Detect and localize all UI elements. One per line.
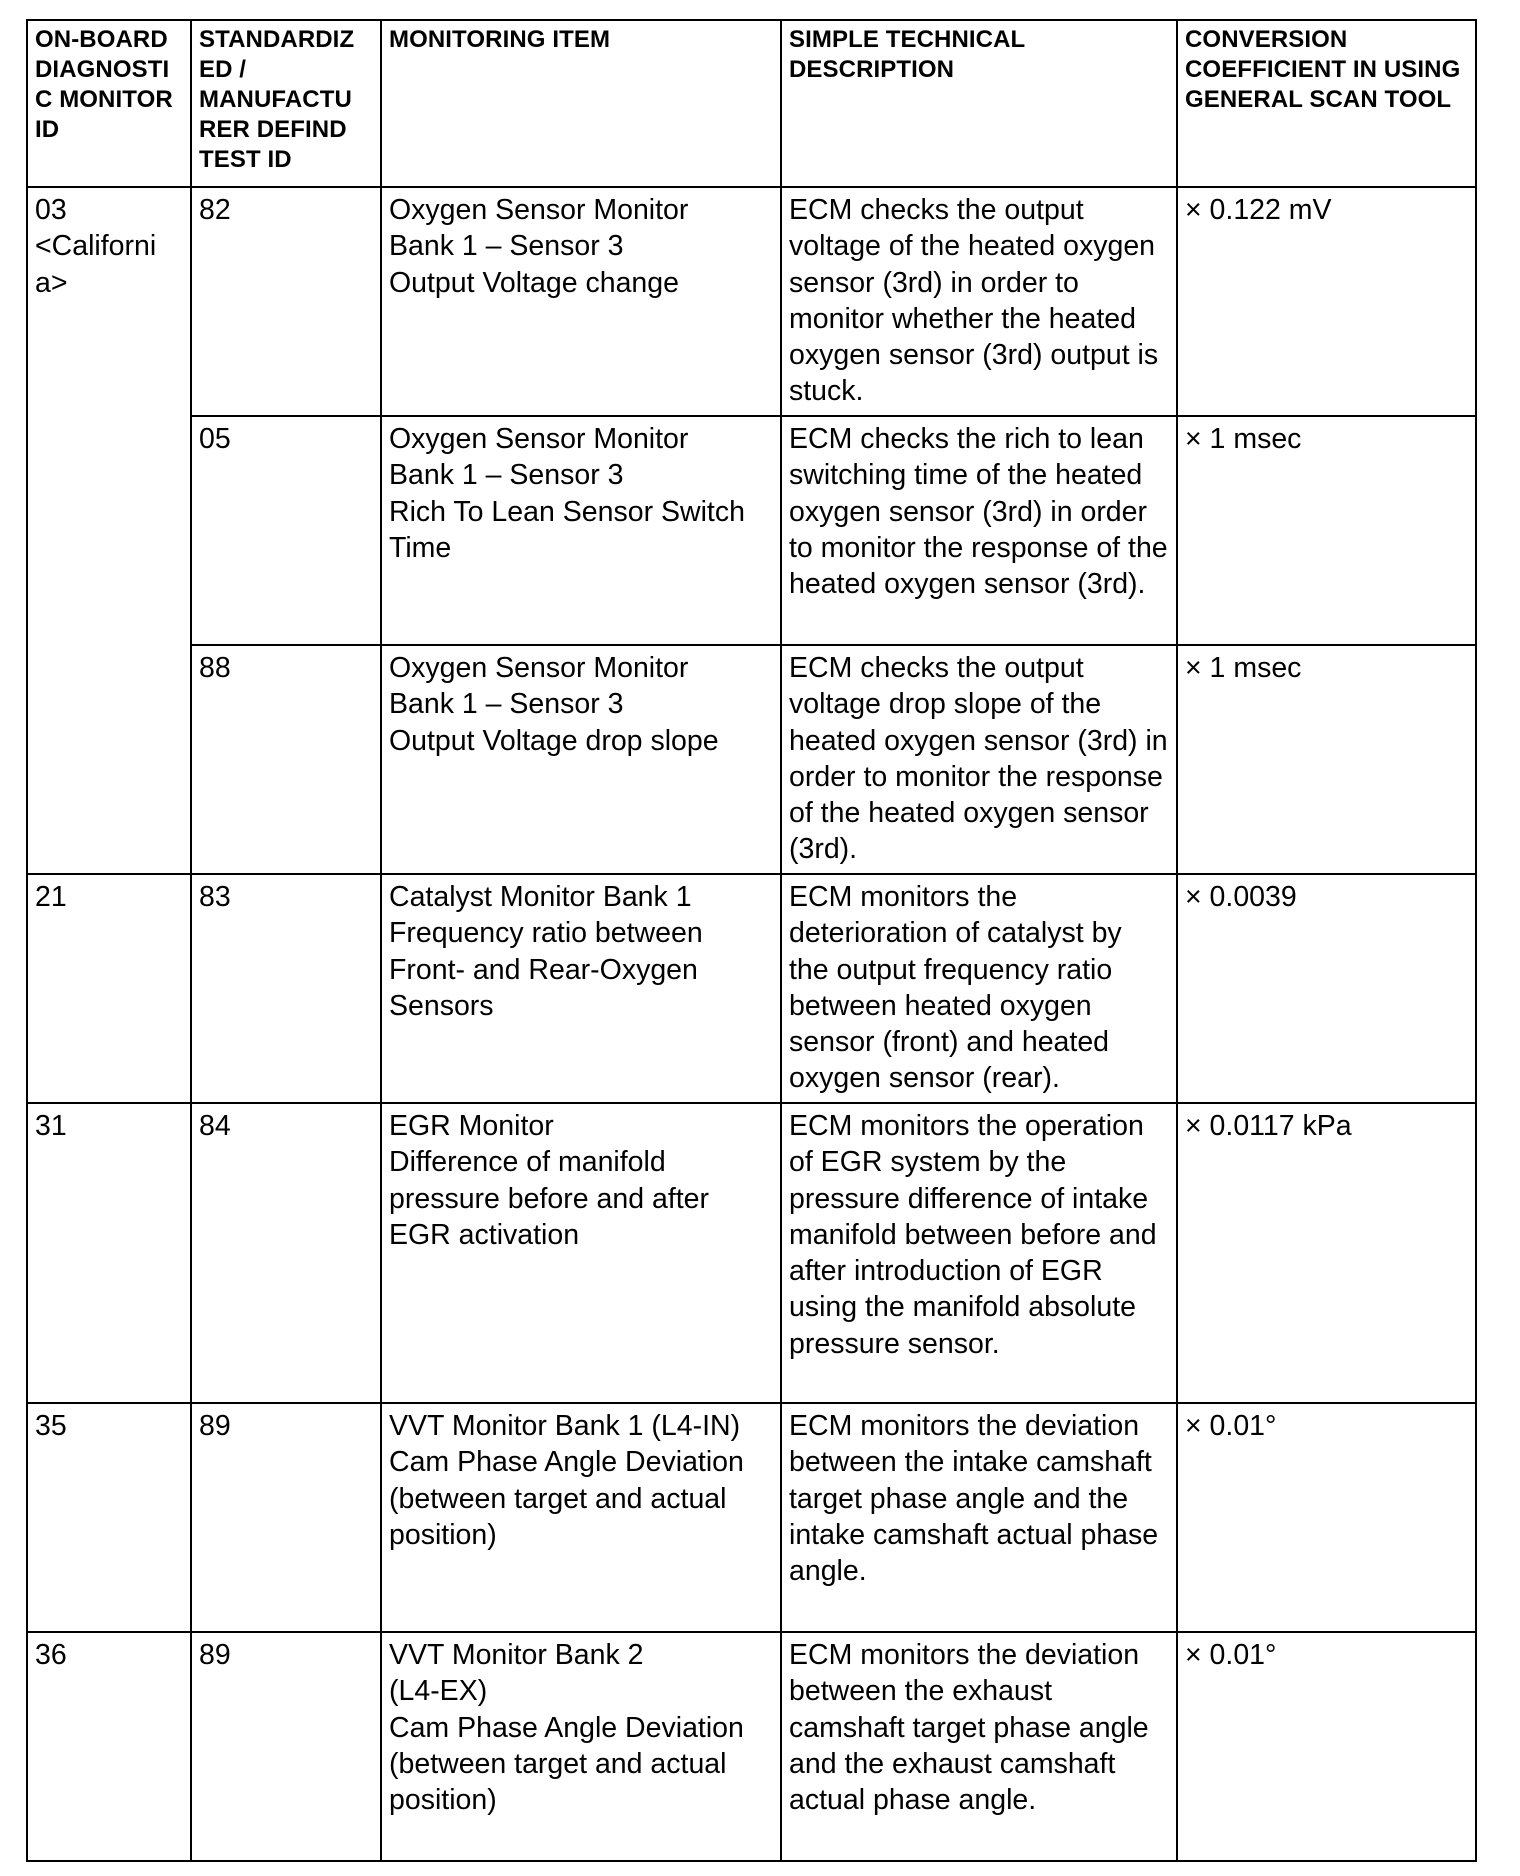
cell-monitor-id: 31 bbox=[27, 1103, 191, 1403]
cell-monitoring-item: Catalyst Monitor Bank 1 Frequency ratio between Front- and Rear-Oxygen Sensors bbox=[381, 874, 781, 1103]
header-coefficient: CONVERSION COEFFICIENT IN USING GENERAL SCAN TOOL bbox=[1177, 20, 1476, 187]
cell-test-id: 83 bbox=[191, 874, 381, 1103]
cell-monitoring-item: VVT Monitor Bank 1 (L4-IN) Cam Phase Angle Deviation (between target and actual position) bbox=[381, 1403, 781, 1632]
cell-monitoring-item: Oxygen Sensor Monitor Bank 1 – Sensor 3 Output Voltage change bbox=[381, 187, 781, 416]
cell-monitor-id: 03 <Californi a> bbox=[27, 187, 191, 874]
cell-test-id: 88 bbox=[191, 645, 381, 874]
cell-test-id: 82 bbox=[191, 187, 381, 416]
cell-description: ECM monitors the deviation between the exhaust camshaft target phase angle and the exhaust camshaft actual phase angle. bbox=[781, 1632, 1177, 1861]
cell-test-id: 84 bbox=[191, 1103, 381, 1403]
header-test-id: STANDARDIZ ED / MANUFACTU RER DEFIND TEST ID bbox=[191, 20, 381, 187]
cell-test-id: 05 bbox=[191, 416, 381, 645]
cell-description: ECM monitors the deviation between the intake camshaft target phase angle and the intake camshaft actual phase angle. bbox=[781, 1403, 1177, 1632]
cell-description: ECM checks the output voltage drop slope of the heated oxygen sensor (3rd) in order to monitor the response of the heated oxygen sensor (3rd). bbox=[781, 645, 1177, 874]
header-monitoring-item: MONITORING ITEM bbox=[381, 20, 781, 187]
cell-coefficient: × 1 msec bbox=[1177, 416, 1476, 645]
table-row bbox=[27, 874, 1476, 1103]
cell-monitoring-item: VVT Monitor Bank 2 (L4-EX) Cam Phase Angle Deviation (between target and actual position) bbox=[381, 1632, 781, 1861]
cell-monitoring-item: Oxygen Sensor Monitor Bank 1 – Sensor 3 Rich To Lean Sensor Switch Time bbox=[381, 416, 781, 645]
cell-coefficient: × 0.0039 bbox=[1177, 874, 1476, 1103]
cell-description: ECM monitors the operation of EGR system by the pressure difference of intake manifold between before and after introduction of EGR using the manifold absolute pressure sensor. bbox=[781, 1103, 1177, 1403]
table-row bbox=[27, 645, 1476, 874]
header-description: SIMPLE TECHNICAL DESCRIPTION bbox=[781, 20, 1177, 187]
header-row bbox=[27, 20, 1476, 187]
cell-test-id: 89 bbox=[191, 1632, 381, 1861]
table-row bbox=[27, 1103, 1476, 1403]
header-monitor-id: ON-BOARD DIAGNOSTI C MONITOR ID bbox=[27, 20, 191, 187]
cell-description: ECM monitors the deterioration of catalyst by the output frequency ratio between heated oxygen sensor (front) and heated oxygen sensor (rear). bbox=[781, 874, 1177, 1103]
cell-monitoring-item: Oxygen Sensor Monitor Bank 1 – Sensor 3 Output Voltage drop slope bbox=[381, 645, 781, 874]
cell-test-id: 89 bbox=[191, 1403, 381, 1632]
cell-coefficient: × 1 msec bbox=[1177, 645, 1476, 874]
cell-monitor-id: 21 bbox=[27, 874, 191, 1103]
cell-coefficient: × 0.01° bbox=[1177, 1632, 1476, 1861]
cell-description: ECM checks the output voltage of the heated oxygen sensor (3rd) in order to monitor whether the heated oxygen sensor (3rd) output is stuck. bbox=[781, 187, 1177, 416]
table-row bbox=[27, 416, 1476, 645]
table-row bbox=[27, 1403, 1476, 1632]
table-row bbox=[27, 1632, 1476, 1861]
cell-monitor-id: 35 bbox=[27, 1403, 191, 1632]
cell-monitoring-item: EGR Monitor Difference of manifold pressure before and after EGR activation bbox=[381, 1103, 781, 1403]
cell-monitor-id: 36 bbox=[27, 1632, 191, 1861]
cell-coefficient: × 0.01° bbox=[1177, 1403, 1476, 1632]
cell-description: ECM checks the rich to lean switching time of the heated oxygen sensor (3rd) in order to monitor the response of the heated oxygen sensor (3rd). bbox=[781, 416, 1177, 645]
table-row bbox=[27, 187, 1476, 416]
cell-coefficient: × 0.0117 kPa bbox=[1177, 1103, 1476, 1403]
monitor-table bbox=[26, 19, 1477, 1862]
cell-coefficient: × 0.122 mV bbox=[1177, 187, 1476, 416]
